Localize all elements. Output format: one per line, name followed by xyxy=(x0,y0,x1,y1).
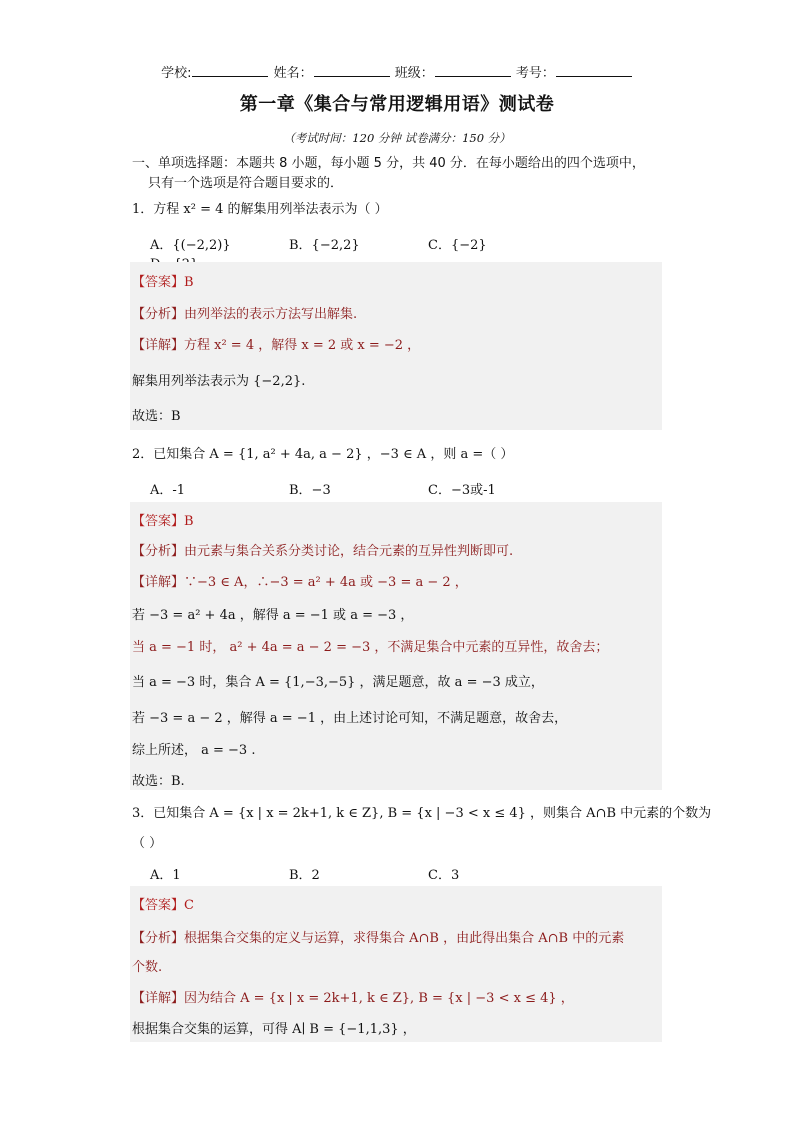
q2-answer: 【答案】B xyxy=(132,514,194,529)
school-label: 学校: xyxy=(161,66,192,81)
q2-detail-6: 综上所述， a = −3 . xyxy=(132,743,256,758)
name-blank[interactable] xyxy=(314,64,390,77)
class-label: 班级： xyxy=(394,66,434,81)
q1-analysis: 【分析】由列举法的表示方法写出解集. xyxy=(132,307,358,322)
q2-detail-4: 当 a = −3 时，集合 A = {1,−3,−5} ，满足题意，故 a = −3 成立， xyxy=(132,675,544,690)
q2-detail-2: 若 −3 = a² + 4a ，解得 a = −1 或 a = −3 ， xyxy=(132,608,414,623)
q3-analysis-1: 【分析】根据集合交集的定义与运算，求得集合 A∩B ，由此得出集合 A∩B 中的元素 xyxy=(132,931,625,946)
question-2-stem: 2．已知集合 A = {1, a² + 4a, a − 2} ，−3 ∈ A ，则 a =（ ） xyxy=(132,447,514,462)
exam-no-label: 考号： xyxy=(515,66,555,81)
option-b[interactable]: B．2 xyxy=(289,868,320,883)
exam-meta: （考试时间：120 分钟 试卷满分：150 分） xyxy=(283,131,511,145)
section-heading-line2: 只有一个选项是符合题目要求的． xyxy=(148,176,344,191)
name-label: 姓名： xyxy=(273,66,313,81)
q3-analysis-2: 个数. xyxy=(132,960,163,975)
school-blank[interactable] xyxy=(192,64,268,77)
q2-detail-1: 【详解】∵−3 ∈ A，∴−3 = a² + 4a 或 −3 = a − 2 ， xyxy=(132,575,468,590)
option-a[interactable]: A．{(−2,2)} xyxy=(150,238,231,253)
q2-detail-5: 若 −3 = a − 2 ，解得 a = −1 ，由上述讨论可知，不满足题意，故舍去， xyxy=(132,711,568,726)
q1-detail-1: 【详解】方程 x² = 4 ，解得 x = 2 或 x = −2 ， xyxy=(132,338,421,353)
exam-no-blank[interactable] xyxy=(556,64,632,77)
question-3-stem-cont: （ ） xyxy=(132,836,163,851)
option-b[interactable]: B．−3 xyxy=(289,483,331,498)
question-3-stem: 3．已知集合 A = {x | x = 2k+1, k ∈ Z}, B = {x | −3 < x ≤ 4} ，则集合 A∩B 中元素的个数为 xyxy=(132,806,712,821)
section-heading xyxy=(132,154,672,194)
q3-detail-1: 【详解】因为结合 A = {x | x = 2k+1, k ∈ Z}, B = {x | −3 < x ≤ 4} ， xyxy=(132,991,574,1006)
option-c[interactable]: C．3 xyxy=(428,868,460,883)
page-title: 第一章《集合与常用逻辑用语》测试卷 xyxy=(239,94,555,115)
q1-detail-2: 解集用列举法表示为 {−2,2}. xyxy=(132,374,306,389)
section-heading-line1: 一、单项选择题：本题共 8 小题，每小题 5 分，共 40 分．在每小题给出的四个选项中， xyxy=(132,156,645,171)
option-c[interactable]: C．−3或-1 xyxy=(428,483,496,498)
class-blank[interactable] xyxy=(435,64,511,77)
q2-choice: 故选：B. xyxy=(132,774,185,789)
q3-answer: 【答案】C xyxy=(132,898,194,913)
q2-detail-3: 当 a = −1 时， a² + 4a = a − 2 = −3 ，不满足集合中元素的互异性，故舍去； xyxy=(132,640,609,655)
option-a[interactable]: A．-1 xyxy=(150,483,186,498)
q1-answer: 【答案】B xyxy=(132,275,194,290)
option-c[interactable]: C．{−2} xyxy=(428,238,487,253)
q1-choice: 故选：B xyxy=(132,409,181,424)
q3-detail-2: 根据集合交集的运算，可得 A∣ B = {−1,1,3} ， xyxy=(132,1022,416,1037)
option-a[interactable]: A．1 xyxy=(150,868,181,883)
q2-analysis: 【分析】由元素与集合关系分类讨论，结合元素的互异性判断即可. xyxy=(132,544,514,559)
question-1-stem: 1．方程 x² = 4 的解集用列举法表示为（ ） xyxy=(132,202,388,217)
option-b[interactable]: B．{−2,2} xyxy=(289,238,360,253)
student-info-header xyxy=(0,62,794,81)
